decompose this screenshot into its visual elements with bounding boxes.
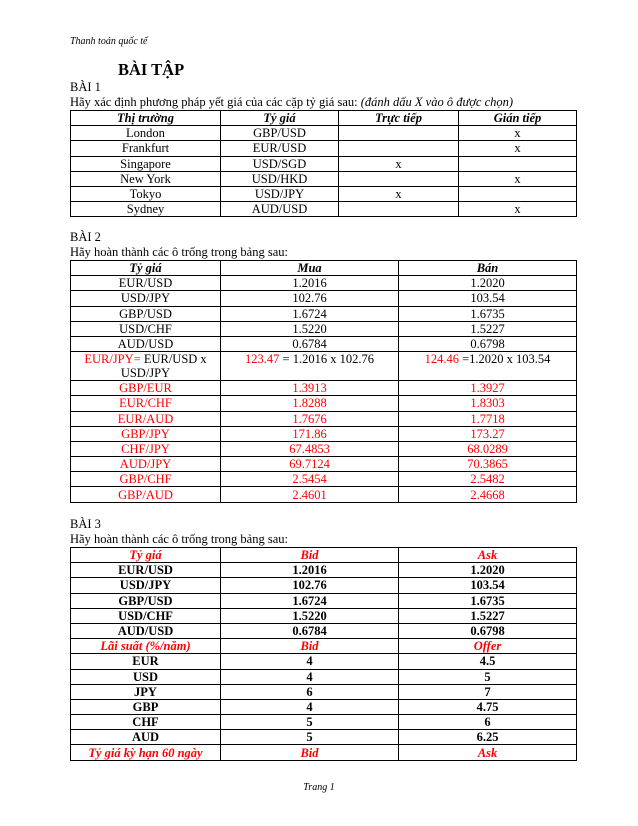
cell: 70.3865 [399,457,577,472]
cell: 1.7676 [221,411,399,426]
header-cell: Mua [221,261,399,276]
table-row [71,321,577,336]
instruction-note: (đánh dấu X vào ô được chọn) [360,95,514,109]
cell: USD/SGD [221,156,339,171]
section-label-bai1: BÀI 1 [70,80,101,94]
table-row [71,411,577,426]
cell [339,141,459,156]
table-row [71,715,577,730]
cell: GBP/JPY [71,426,221,441]
formula-text: EUR/USD x USD/JPY [120,352,207,381]
cell [71,352,221,381]
cell [221,352,399,381]
header-cell: Tỷ giá [221,111,339,126]
page-footer: Trang 1 [303,782,335,793]
cell: 1.2016 [221,276,399,291]
cell: EUR [71,654,221,669]
cell: GBP/EUR [71,381,221,396]
cell: 0.6784 [221,336,399,351]
header-cell: Gián tiếp [459,111,577,126]
header-cell: Tỷ giá kỳ hạn 60 ngày [71,745,221,760]
table-row [71,472,577,487]
cell [459,186,577,201]
cell: Sydney [71,202,221,217]
formula-result: 124.46 [424,352,459,367]
cell [339,171,459,186]
table-row [71,126,577,141]
cell: USD [71,669,221,684]
cell: x [339,186,459,201]
cell: x [459,202,577,217]
header-cell: Ask [399,548,577,563]
cell: 1.6724 [221,593,399,608]
cell: 103.54 [399,291,577,306]
cell: AUD/USD [71,623,221,638]
cell: 6.25 [399,730,577,745]
cell: GBP/CHF [71,472,221,487]
cell: 4.75 [399,699,577,714]
cell: 1.7718 [399,411,577,426]
cell: 1.8303 [399,396,577,411]
cell: AUD/JPY [71,457,221,472]
cell: 67.4853 [221,441,399,456]
formula-result: 123.47 [245,352,280,367]
formula-pair: EUR/JPY= [84,352,141,367]
table-row [71,426,577,441]
table-header-row [71,548,577,563]
cell: 1.6735 [399,306,577,321]
instruction-text: Hãy xác định phương pháp yết giá của các cặp tỷ giá sau: [70,95,358,109]
table-row [71,171,577,186]
table-bai3 [70,547,577,761]
cell: 2.4668 [399,487,577,502]
cell: 69.7124 [221,457,399,472]
cell: 1.3927 [399,381,577,396]
table-header-row [71,261,577,276]
cell: x [459,141,577,156]
cell: 1.8288 [221,396,399,411]
header-cell: Bid [221,639,399,654]
table-row [71,608,577,623]
cell: Frankfurt [71,141,221,156]
cell: Tokyo [71,186,221,201]
table-row [71,654,577,669]
cell: 4 [221,654,399,669]
cell [339,126,459,141]
cell: 1.6724 [221,306,399,321]
cell: 103.54 [399,578,577,593]
cell: 0.6798 [399,623,577,638]
instruction-bai1 [70,95,513,109]
cell: GBP/USD [71,306,221,321]
cell: USD/JPY [71,291,221,306]
page-header: Thanh toán quốc tế [70,36,148,47]
cell: 102.76 [221,578,399,593]
header-cell: Offer [399,639,577,654]
table-row [71,291,577,306]
cell: AUD/USD [221,202,339,217]
cell: JPY [71,684,221,699]
header-cell: Bid [221,548,399,563]
cell: USD/CHF [71,608,221,623]
table-row [71,699,577,714]
cell [459,156,577,171]
table-row [71,563,577,578]
table-bai1 [70,110,577,217]
table-subheader-row [71,745,577,760]
cell: USD/CHF [71,321,221,336]
header-cell: Ask [399,745,577,760]
cell: 5 [221,730,399,745]
cell: 5 [221,715,399,730]
cell: x [339,156,459,171]
table-row [71,457,577,472]
table-row [71,396,577,411]
table-row [71,593,577,608]
cell: GBP/USD [221,126,339,141]
cell: 1.2016 [221,563,399,578]
cell: 1.5227 [399,608,577,623]
cell: 1.5220 [221,321,399,336]
cell: AUD/USD [71,336,221,351]
table-row [71,276,577,291]
instruction-bai2: Hãy hoàn thành các ô trống trong bảng sau: [70,245,288,259]
cell: 0.6784 [221,623,399,638]
cell: New York [71,171,221,186]
table-row [71,441,577,456]
page-title: BÀI TẬP [118,60,185,79]
cell: Singapore [71,156,221,171]
table-row [71,381,577,396]
formula-row [71,352,577,381]
cell [339,202,459,217]
table-header-row [71,111,577,126]
cell: EUR/USD [71,563,221,578]
table-row [71,684,577,699]
cell: 2.5454 [221,472,399,487]
cell: AUD [71,730,221,745]
section-label-bai2: BÀI 2 [70,230,101,244]
header-cell: Lãi suất (%/năm) [71,639,221,654]
cell: 68.0289 [399,441,577,456]
cell: 2.4601 [221,487,399,502]
cell: 1.5220 [221,608,399,623]
cell: 4.5 [399,654,577,669]
cell: 171.86 [221,426,399,441]
cell: EUR/AUD [71,411,221,426]
header-cell: Tỷ giá [71,261,221,276]
cell: 1.5227 [399,321,577,336]
cell: GBP [71,699,221,714]
cell: EUR/CHF [71,396,221,411]
cell: 0.6798 [399,336,577,351]
instruction-bai3: Hãy hoàn thành các ô trống trong bảng sau: [70,532,288,546]
table-row [71,487,577,502]
formula-text: =1.2020 x 103.54 [458,352,551,367]
header-cell: Trực tiếp [339,111,459,126]
cell: 6 [221,684,399,699]
formula-text: = 1.2016 x 102.76 [279,352,374,367]
cell: 173.27 [399,426,577,441]
cell: 5 [399,669,577,684]
header-cell: Bán [399,261,577,276]
cell: CHF/JPY [71,441,221,456]
cell: 102.76 [221,291,399,306]
table-row [71,141,577,156]
table-row [71,156,577,171]
cell: GBP/USD [71,593,221,608]
cell: EUR/USD [221,141,339,156]
table-subheader-row [71,639,577,654]
table-row [71,186,577,201]
header-cell: Bid [221,745,399,760]
cell: 1.2020 [399,563,577,578]
table-row [71,623,577,638]
cell: CHF [71,715,221,730]
cell: London [71,126,221,141]
table-row [71,306,577,321]
cell: 7 [399,684,577,699]
table-row [71,202,577,217]
cell: USD/JPY [221,186,339,201]
cell: 1.3913 [221,381,399,396]
cell: 4 [221,669,399,684]
table-row [71,578,577,593]
cell [399,352,577,381]
table-bai2 [70,260,577,503]
cell: x [459,171,577,186]
cell: x [459,126,577,141]
table-row [71,669,577,684]
header-cell: Thị trường [71,111,221,126]
cell: GBP/AUD [71,487,221,502]
cell: 1.6735 [399,593,577,608]
cell: USD/HKD [221,171,339,186]
cell: 6 [399,715,577,730]
cell: USD/JPY [71,578,221,593]
cell: 2.5482 [399,472,577,487]
cell: 4 [221,699,399,714]
table-row [71,730,577,745]
cell: EUR/USD [71,276,221,291]
header-cell: Tỷ giá [71,548,221,563]
table-row [71,336,577,351]
cell: 1.2020 [399,276,577,291]
section-label-bai3: BÀI 3 [70,517,101,531]
